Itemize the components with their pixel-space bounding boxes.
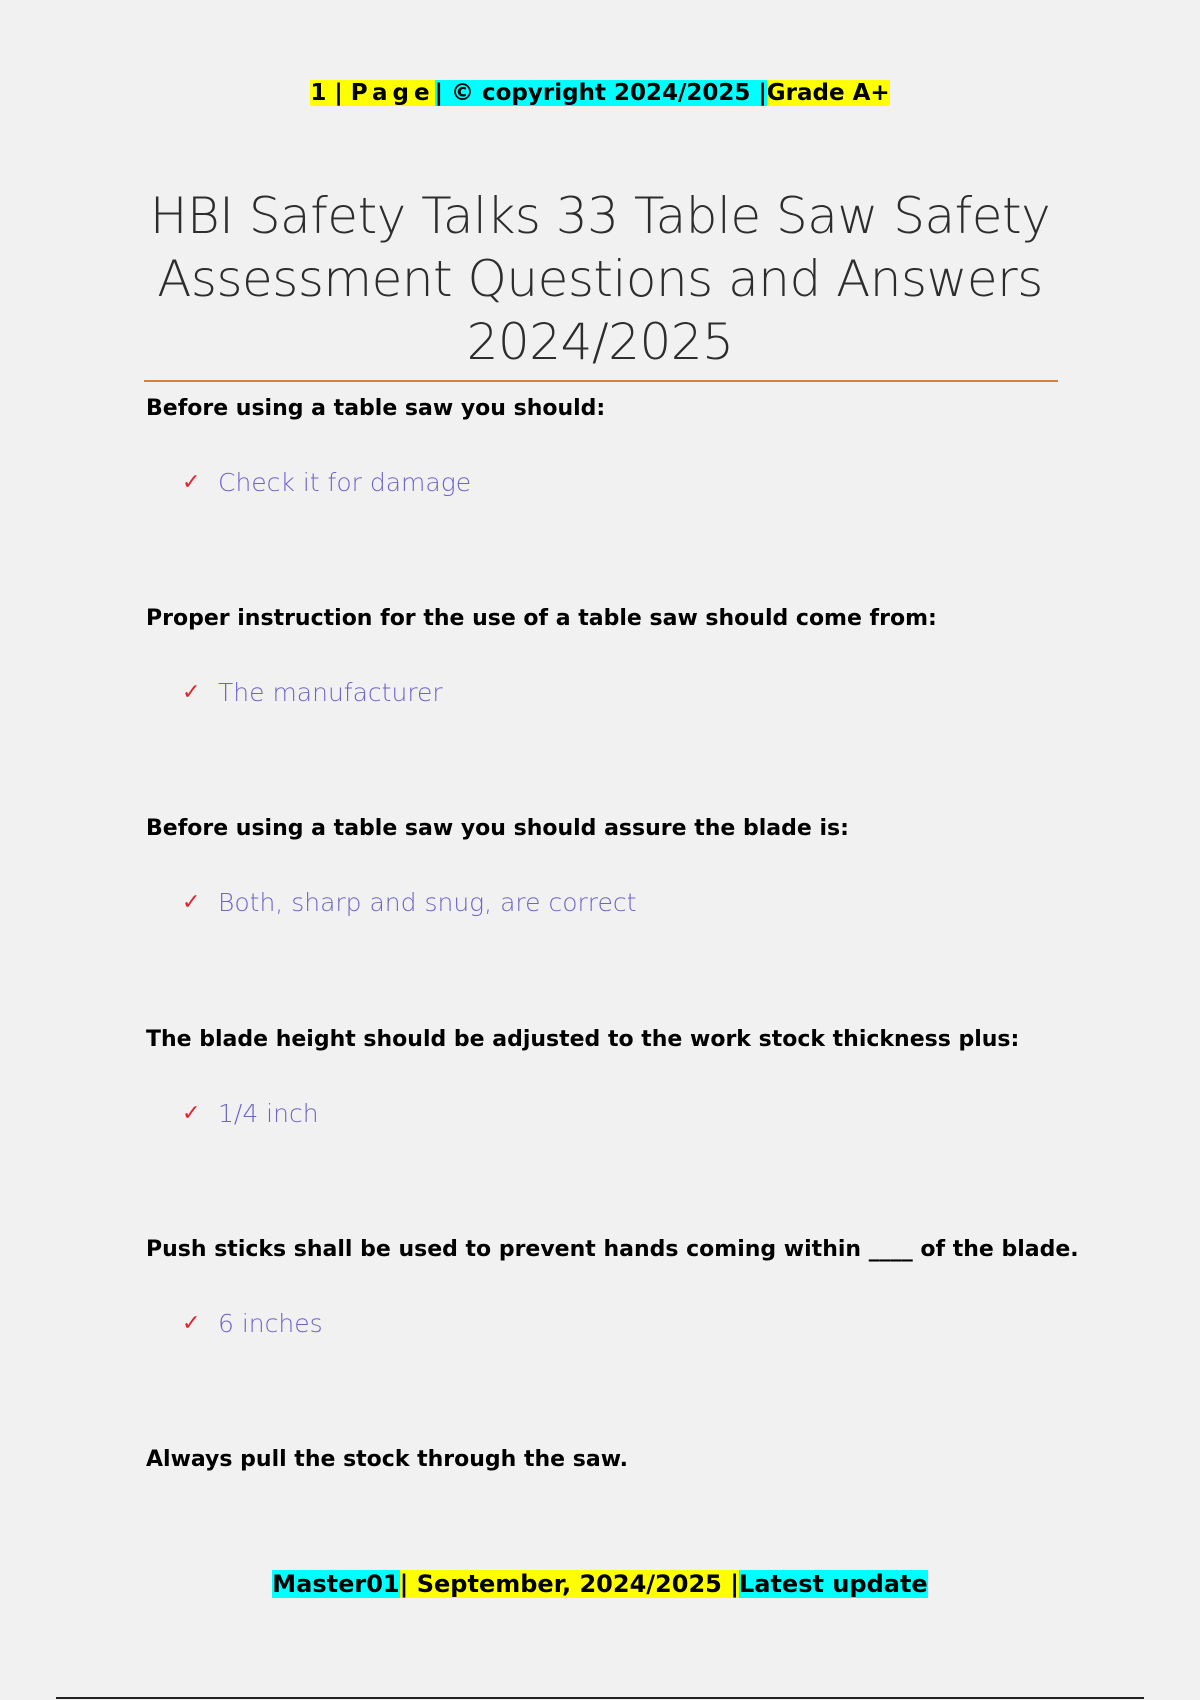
title-divider	[144, 380, 1058, 382]
qa-item	[146, 814, 1066, 918]
checkmark-icon: ✓	[182, 680, 201, 705]
question-text: Before using a table saw you should assure the blade is:	[146, 816, 849, 841]
answer-text: Both, sharp and snug, are correct	[218, 888, 637, 917]
grade-badge: Grade A+	[766, 80, 890, 106]
qa-item	[146, 1235, 1079, 1339]
page-footer	[0, 1568, 1200, 1601]
answer-text: 1/4 inch	[218, 1099, 319, 1128]
bottom-divider	[56, 1697, 1144, 1699]
answer-text: Check it for damage	[218, 468, 472, 497]
checkmark-icon: ✓	[182, 1311, 201, 1336]
qa-item	[146, 1025, 1066, 1129]
checkmark-icon: ✓	[182, 1101, 201, 1126]
page-number: 1 |	[310, 80, 343, 106]
answer-row	[146, 1099, 1066, 1129]
update-badge: Latest update	[738, 1570, 928, 1598]
answer-row	[146, 888, 1066, 918]
question-text: Always pull the stock through the saw.	[146, 1447, 628, 1472]
question-text: The blade height should be adjusted to the work stock thickness plus:	[146, 1027, 1020, 1052]
page-header	[0, 76, 1200, 110]
document-title: HBI Safety Talks 33 Table Saw Safety Assessment Questions and Answers 2024/2025	[149, 187, 1051, 371]
qa-item	[146, 604, 1066, 708]
question-text: Before using a table saw you should:	[146, 396, 606, 421]
checkmark-icon: ✓	[182, 470, 201, 495]
answer-row	[146, 1309, 1066, 1339]
answer-row	[146, 678, 1066, 708]
answer-text: 6 inches	[218, 1309, 323, 1338]
answer-text: The manufacturer	[218, 678, 443, 707]
copyright-badge: | © copyright 2024/2025 |	[434, 80, 767, 106]
date-badge: | September, 2024/2025 |	[399, 1570, 739, 1598]
page-number-badge	[310, 80, 434, 106]
qa-item	[146, 394, 1066, 498]
question-text: Proper instruction for the use of a table saw should come from:	[146, 606, 937, 631]
checkmark-icon: ✓	[182, 890, 201, 915]
qa-item	[146, 1445, 1066, 1475]
author-badge: Master01	[272, 1570, 400, 1598]
question-text: Push sticks shall be used to prevent hands coming within ____ of the blade.	[146, 1237, 1079, 1262]
answer-row	[146, 468, 1066, 498]
page-label: Page	[350, 80, 435, 106]
